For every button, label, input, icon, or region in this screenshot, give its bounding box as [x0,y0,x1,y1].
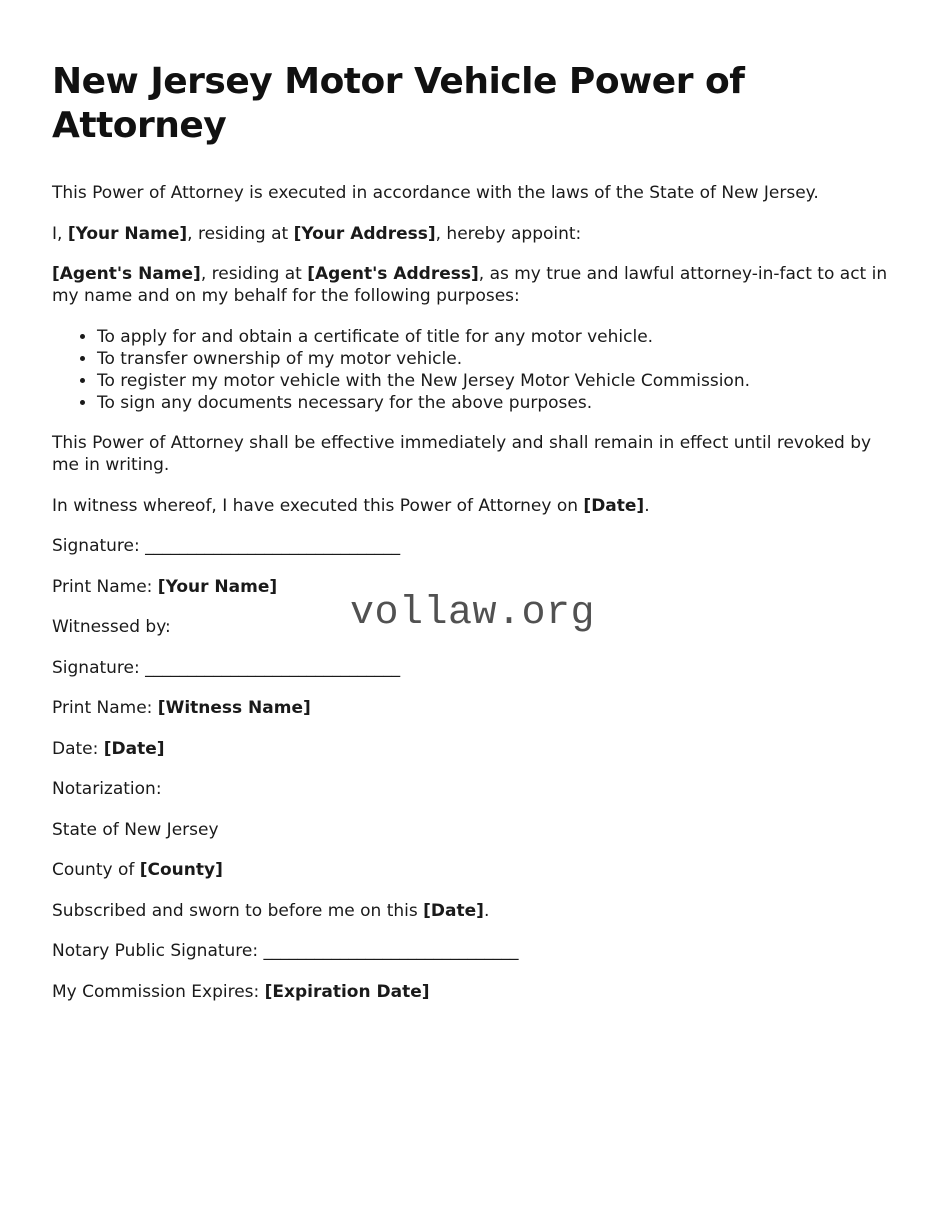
intro-paragraph [52,182,888,204]
principal-appointment-line [52,223,888,245]
text-run: Witnessed by: [52,617,171,637]
witnessed-by-label [52,616,888,638]
effective-clause-paragraph [52,432,888,476]
text-run: , residing at [187,223,294,244]
agent-designation-paragraph [52,263,888,307]
text-run: Subscribed and sworn to before me on this [52,900,424,921]
purposes-list [52,326,888,414]
placeholder-field: [Your Name] [157,576,278,597]
page-title: New Jersey Motor Vehicle Power of Attorney [52,61,745,146]
text-run: , hereby appoint: [435,223,582,244]
text-run: . [483,900,490,921]
text-run: Signature: ______________________________ [52,536,401,556]
sworn-statement-line [52,900,888,922]
watermark: vollaw.org [350,591,596,636]
commission-expires-line [52,981,888,1003]
text-run: This Power of Attorney is executed in accordance with the laws of the State of New Jersey. [52,183,819,203]
purpose-item: • To transfer ownership of my motor vehicle. [97,348,888,370]
placeholder-field: [Date] [103,738,165,759]
text-run: . [644,495,650,516]
placeholder-field: [Date] [423,900,484,921]
placeholder-field: [Your Address] [293,223,436,244]
purpose-item: • To sign any documents necessary for the above purposes. [97,392,888,414]
text-run: I, [52,223,68,244]
principal-signature-line [52,535,888,557]
text-run: Notary Public Signature: ______________________________ [52,941,519,961]
county-line [52,859,888,881]
placeholder-field: [Witness Name] [157,698,311,718]
text-run: My Commission Expires: [52,981,265,1002]
text-run: , as my true and lawful attorney-in-fact to act in my name and on my behalf for the following purposes: [52,264,888,306]
text-run: Signature: ______________________________ [52,657,401,678]
placeholder-field: [Expiration Date] [264,981,430,1002]
witness-whereof-line [52,495,888,517]
text-run: Print Name: [52,576,158,597]
witness-print-name-line [52,697,888,719]
text-run: State of New Jersey [52,819,219,840]
notarization-label [52,778,888,800]
placeholder-field: [County] [139,860,223,880]
placeholder-field: [Agent's Address] [307,264,479,284]
placeholder-field: [Your Name] [67,223,188,244]
placeholder-field: [Agent's Name] [52,264,201,284]
text-run: County of [52,860,140,880]
text-run: In witness whereof, I have executed this Power of Attorney on [52,495,584,516]
date-line [52,738,888,760]
text-run: Date: [52,738,104,759]
notary-signature-line [52,940,888,962]
text-run: Notarization: [52,779,162,799]
purpose-item: • To register my motor vehicle with the New Jersey Motor Vehicle Commission. [97,370,888,392]
witness-signature-line [52,657,888,679]
placeholder-field: [Date] [583,495,645,516]
text-run: This Power of Attorney shall be effective immediately and shall remain in effect until revoked by me in writing. [52,433,872,475]
text-run: , residing at [200,264,308,284]
state-line [52,819,888,841]
purpose-item: • To apply for and obtain a certificate of title for any motor vehicle. [97,326,888,348]
principal-print-name-line [52,576,888,598]
text-run: Print Name: [52,698,158,718]
